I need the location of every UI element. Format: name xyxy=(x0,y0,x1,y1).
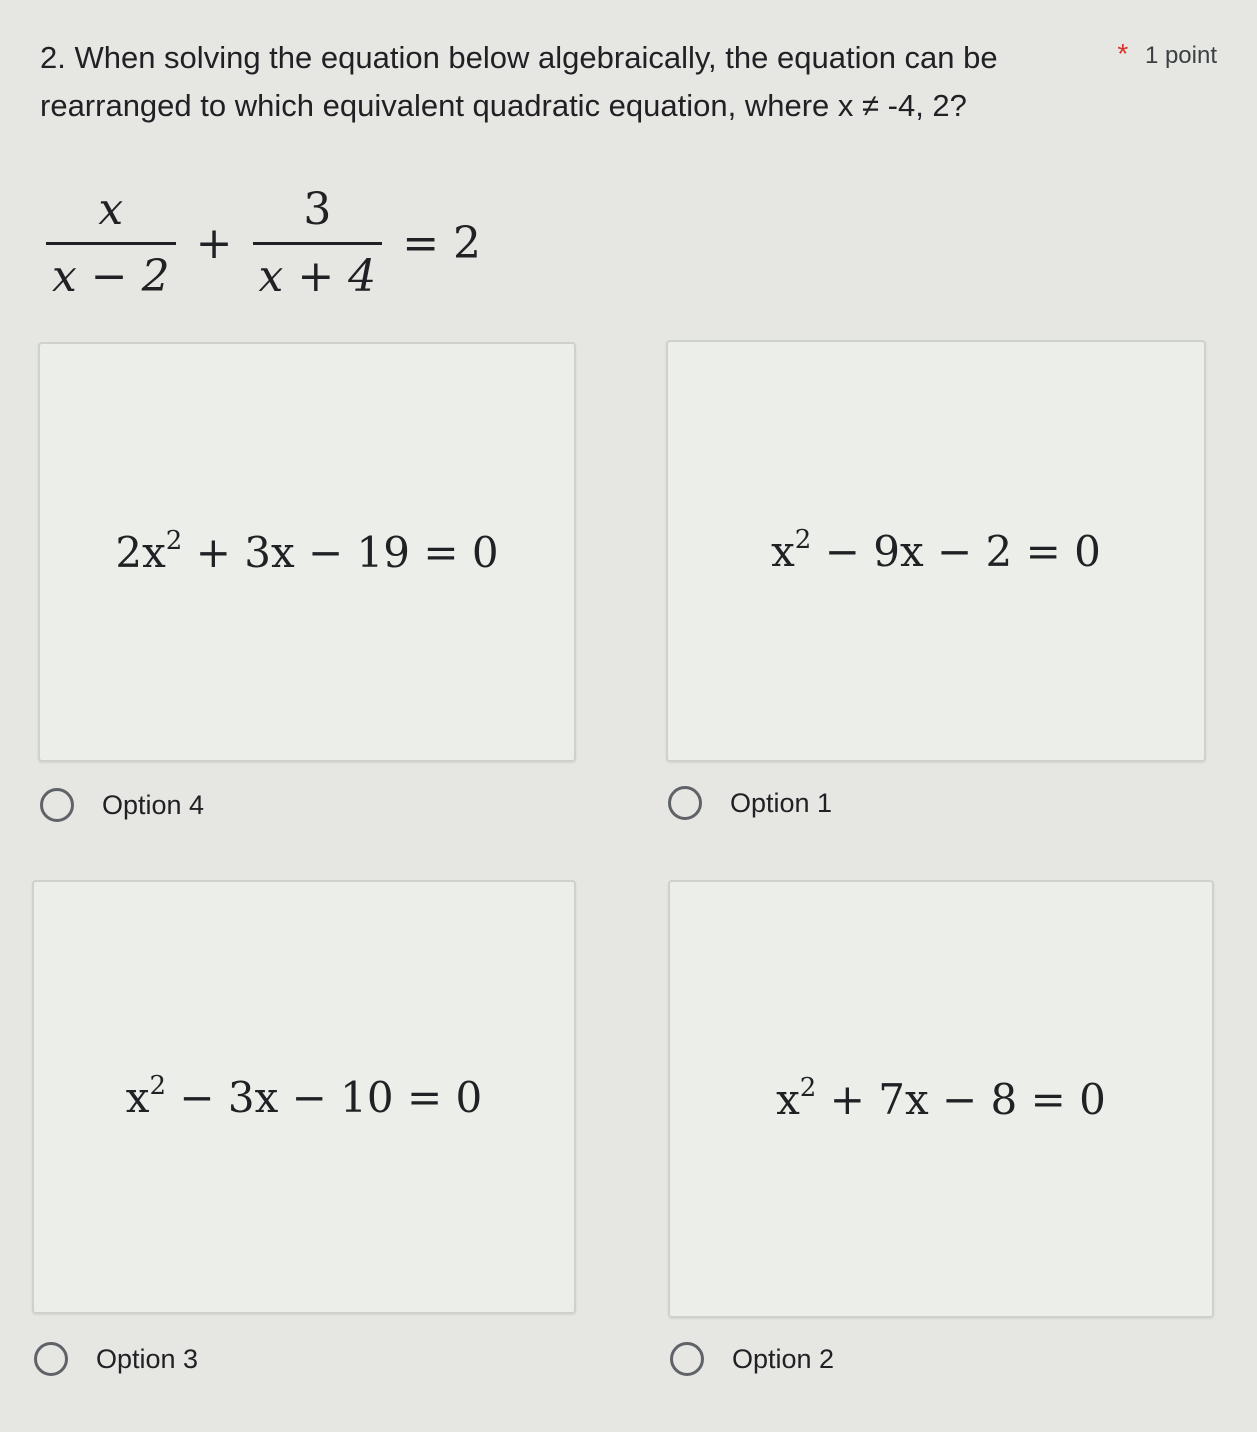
option-3-image-card[interactable] xyxy=(32,880,576,1314)
option-2-equation: $x^2 + 7x - 8 = 0$ xyxy=(776,1072,1106,1124)
option-3-equation: $x^2 - 3x - 10 = 0$ xyxy=(125,1070,483,1122)
option-1-equation: $x^2 - 9x - 2 = 0$ xyxy=(771,524,1101,576)
fraction-1-bar xyxy=(46,242,176,245)
fraction-1-denominator: x − 2 xyxy=(52,250,170,302)
question-equation xyxy=(40,178,495,308)
option-4-label: Option 4 xyxy=(102,789,205,820)
option-4-equation: $2x^2 + 3x - 19 = 0$ xyxy=(115,525,499,577)
option-4-image-card[interactable] xyxy=(38,342,576,762)
equals-rhs: = 2 xyxy=(402,217,482,269)
fraction-2-numerator: 3 xyxy=(303,183,332,235)
option-1-image-card[interactable] xyxy=(666,340,1206,762)
fraction-2-bar xyxy=(253,242,383,245)
option-2-label: Option 2 xyxy=(732,1343,835,1374)
option-4-choice[interactable] xyxy=(40,788,204,822)
option-1-choice[interactable] xyxy=(668,786,832,820)
option-3-label: Option 3 xyxy=(96,1343,199,1374)
fraction-1 xyxy=(46,182,176,305)
option-3-radio[interactable] xyxy=(34,1342,68,1376)
fraction-2 xyxy=(253,182,383,305)
option-3-choice[interactable] xyxy=(34,1342,198,1376)
option-2-image-card[interactable] xyxy=(668,880,1214,1318)
option-2-choice[interactable] xyxy=(670,1342,834,1376)
fraction-2-denominator: x + 4 xyxy=(258,250,377,302)
points-indicator xyxy=(1117,38,1217,70)
fraction-1-numerator: x xyxy=(98,183,124,235)
option-1-label: Option 1 xyxy=(730,787,833,818)
points-label: 1 point xyxy=(1144,42,1217,69)
option-4-radio[interactable] xyxy=(40,788,74,822)
option-1-radio[interactable] xyxy=(668,786,702,820)
plus-operator: + xyxy=(195,217,233,269)
required-asterisk-icon: * xyxy=(1117,38,1129,69)
question-text: 2. When solving the equation below algebraically, the equation can be rearranged to which equivalent quadratic equation, where x ≠ -4, 2? xyxy=(40,40,998,123)
option-2-radio[interactable] xyxy=(670,1342,704,1376)
